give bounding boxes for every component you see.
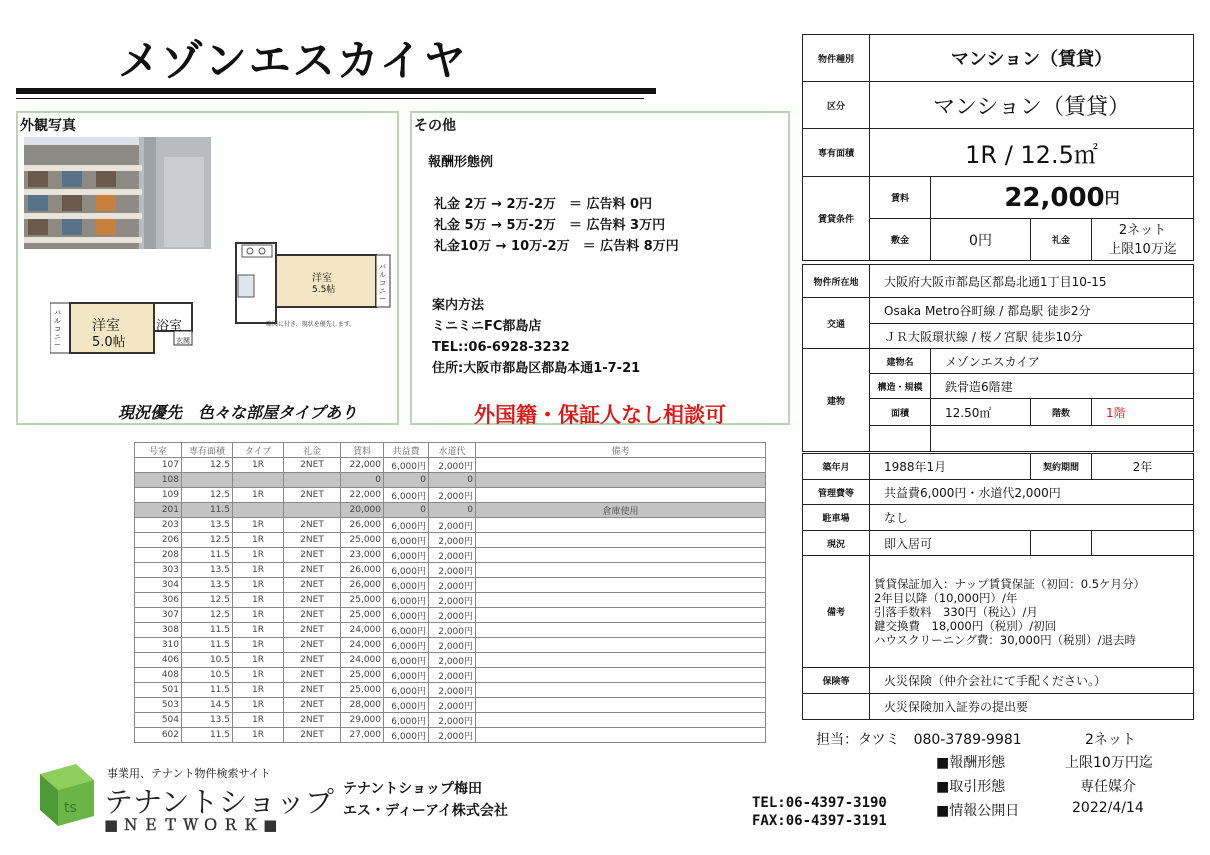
cell-note — [476, 623, 766, 638]
rent-value: 22,000 — [1004, 182, 1105, 213]
published-label: ■情報公開日 — [936, 803, 1020, 819]
col-area: 専有面積 — [182, 443, 233, 458]
floor-label: 階数 — [1030, 398, 1092, 426]
cell-common-fee: 0 — [384, 473, 429, 488]
status-value: 即入居可 — [869, 530, 1031, 556]
title-underline-thin — [16, 98, 644, 99]
address-label: 物件所在地 — [802, 264, 870, 298]
cell-room-no: 501 — [135, 683, 182, 698]
cell-key-money: 2NET — [284, 668, 341, 683]
insurance-empty — [802, 693, 870, 720]
svg-text:ts: ts — [64, 800, 77, 816]
room-table — [134, 442, 766, 743]
table-row — [135, 563, 766, 578]
cell-note — [476, 713, 766, 728]
rent-value-cell — [930, 176, 1194, 219]
built-value: 1988年1月 — [869, 453, 1031, 480]
cell-key-money: 2NET — [284, 623, 341, 638]
cell-water-fee: 2,000円 — [429, 668, 476, 683]
table-row — [135, 653, 766, 668]
cell-common-fee: 6,000円 — [384, 533, 429, 548]
insurance-line-1: 火災保険（仲介会社にて手配ください。） — [869, 667, 1194, 694]
cell-area: 12.5 — [182, 533, 233, 548]
cell-water-fee: 2,000円 — [429, 593, 476, 608]
cell-common-fee: 6,000円 — [384, 593, 429, 608]
cell-area: 13.5 — [182, 578, 233, 593]
published-value: 2022/4/14 — [1072, 800, 1144, 816]
cell-type — [233, 473, 284, 488]
cell-area: 11.5 — [182, 503, 233, 518]
table-row — [135, 698, 766, 713]
cell-area — [182, 473, 233, 488]
cell-common-fee: 6,000円 — [384, 623, 429, 638]
cell-note — [476, 608, 766, 623]
building-photo — [24, 137, 211, 249]
floor-plan-b — [50, 301, 210, 357]
cell-rent: 25,000 — [341, 533, 384, 548]
cell-note — [476, 638, 766, 653]
cell-water-fee: 2,000円 — [429, 698, 476, 713]
area-value: 1R / 12.5㎡ — [869, 128, 1194, 177]
cell-water-fee: 2,000円 — [429, 488, 476, 503]
footer-tel: TEL:06-4397-3190 — [752, 795, 887, 811]
cell-room-no: 206 — [135, 533, 182, 548]
cell-type: 1R — [233, 578, 284, 593]
cell-room-no: 503 — [135, 698, 182, 713]
cell-note — [476, 458, 766, 473]
cell-rent: 22,000 — [341, 488, 384, 503]
foreigner-notice: 外国籍・保証人なし相談可 — [474, 403, 726, 427]
remarks-line-2: 2年目以降（10,000円）/年 — [874, 590, 1018, 605]
table-row — [135, 713, 766, 728]
guide-line-1: ミニミニFC都島店 — [432, 319, 542, 334]
cell-common-fee: 6,000円 — [384, 683, 429, 698]
rent-unit: 円 — [1104, 189, 1120, 207]
guide-title: 案内方法 — [432, 298, 485, 313]
address-value: 大阪府大阪市都島区都島北通1丁目10-15 — [869, 264, 1194, 298]
col-type: タイプ — [233, 443, 284, 458]
area-label: 専有面積 — [802, 128, 870, 177]
reward-title: 報酬形態例 — [428, 155, 494, 170]
terms-label: 賃貸条件 — [802, 176, 870, 261]
plan-b-bath: 浴室 — [156, 319, 183, 334]
cell-common-fee: 6,000円 — [384, 548, 429, 563]
cell-note — [476, 728, 766, 743]
cell-water-fee: 2,000円 — [429, 563, 476, 578]
remarks-line-4: 鍵交換費 18,000円（税別）/初回 — [874, 618, 1057, 633]
plan-b-entry: 玄関 — [176, 337, 190, 345]
cell-note — [476, 593, 766, 608]
cell-note — [476, 488, 766, 503]
cell-rent: 22,000 — [341, 458, 384, 473]
parking-value: なし — [869, 504, 1194, 531]
cell-type: 1R — [233, 563, 284, 578]
cell-water-fee: 0 — [429, 473, 476, 488]
remarks-line-3: 引落手数料 330円（税込）/月 — [874, 604, 1038, 619]
management-value: 共益費6,000円・水道代2,000円 — [869, 479, 1194, 505]
cell-note — [476, 653, 766, 668]
cell-rent: 29,000 — [341, 713, 384, 728]
cell-common-fee: 6,000円 — [384, 563, 429, 578]
remarks-value — [869, 555, 1194, 668]
cell-key-money: 2NET — [284, 458, 341, 473]
cell-type: 1R — [233, 713, 284, 728]
cell-type: 1R — [233, 593, 284, 608]
cell-room-no: 306 — [135, 593, 182, 608]
building-empty-2 — [930, 425, 1194, 452]
cell-note — [476, 533, 766, 548]
deposit-value: 0円 — [930, 218, 1031, 261]
table-row — [135, 548, 766, 563]
cell-area: 14.5 — [182, 698, 233, 713]
cell-water-fee: 2,000円 — [429, 713, 476, 728]
cell-common-fee: 6,000円 — [384, 668, 429, 683]
cell-type: 1R — [233, 518, 284, 533]
table-row — [135, 683, 766, 698]
class-value: マンション（賃貸） — [869, 81, 1194, 129]
remarks-line-1: 賃貸保証加入：ナップ賃貸保証（初回：0.5ケ月分） — [874, 576, 1146, 591]
cell-rent: 25,000 — [341, 683, 384, 698]
building-empty-1 — [869, 425, 931, 452]
cell-area: 13.5 — [182, 713, 233, 728]
table-row — [135, 473, 766, 488]
traffic-label: 交通 — [802, 297, 870, 349]
building-name-label: 建物名 — [869, 348, 931, 374]
building-label: 建物 — [802, 348, 870, 452]
cell-room-no: 107 — [135, 458, 182, 473]
cell-area: 11.5 — [182, 638, 233, 653]
table-row — [135, 518, 766, 533]
cell-key-money: 2NET — [284, 713, 341, 728]
cell-water-fee: 2,000円 — [429, 518, 476, 533]
key-money-label: 礼金 — [1030, 218, 1092, 261]
structure-label: 構造・規模 — [869, 373, 931, 399]
cell-water-fee: 2,000円 — [429, 548, 476, 563]
status-empty-2 — [1091, 530, 1194, 556]
traffic-line-1: Osaka Metro谷町線 / 都島駅 徒歩2分 — [869, 297, 1194, 324]
cell-water-fee: 2,000円 — [429, 533, 476, 548]
logo-sub-text: ■ＮＥＴＷＯＲＫ■ — [104, 816, 283, 834]
commission-top: 2ネット — [1085, 732, 1136, 748]
cell-room-no: 308 — [135, 623, 182, 638]
cell-common-fee: 6,000円 — [384, 608, 429, 623]
guide-line-2: TEL::06-6928-3232 — [432, 340, 570, 355]
cell-common-fee: 6,000円 — [384, 518, 429, 533]
structure-value: 鉄骨造6階建 — [930, 373, 1194, 399]
remarks-line-5: ハウスクリーニング費：30,000円（税別）/退去時 — [874, 632, 1137, 647]
parking-label: 駐車場 — [802, 504, 870, 531]
cell-area: 12.5 — [182, 608, 233, 623]
cell-water-fee: 2,000円 — [429, 728, 476, 743]
transaction-label: ■取引形態 — [936, 779, 1006, 795]
table-row — [135, 488, 766, 503]
col-common: 共益費 — [384, 443, 429, 458]
cell-area: 13.5 — [182, 563, 233, 578]
cell-note: 倉庫使用 — [476, 503, 766, 518]
reward-line-3: 礼金10万 → 10万-2万 ＝ 広告料 8万円 — [434, 239, 679, 254]
cell-key-money: 2NET — [284, 518, 341, 533]
cell-rent: 25,000 — [341, 668, 384, 683]
cell-room-no: 310 — [135, 638, 182, 653]
cell-type: 1R — [233, 623, 284, 638]
cell-common-fee: 6,000円 — [384, 698, 429, 713]
cell-key-money: 2NET — [284, 563, 341, 578]
cell-common-fee: 0 — [384, 503, 429, 518]
cell-type: 1R — [233, 548, 284, 563]
col-key-money: 礼金 — [284, 443, 341, 458]
cell-key-money: 2NET — [284, 698, 341, 713]
management-label: 管理費等 — [802, 479, 870, 505]
cell-common-fee: 6,000円 — [384, 638, 429, 653]
cell-key-money — [284, 473, 341, 488]
table-row — [135, 623, 766, 638]
cell-key-money: 2NET — [284, 638, 341, 653]
cell-rent: 26,000 — [341, 563, 384, 578]
table-row — [135, 608, 766, 623]
logo-main-text: テナントショップ — [104, 785, 334, 819]
cell-type — [233, 503, 284, 518]
table-row — [135, 638, 766, 653]
cell-rent: 24,000 — [341, 638, 384, 653]
tenant-shop-logo-icon — [30, 760, 98, 828]
plan-a-balcony: バルコニー — [379, 263, 386, 303]
cell-water-fee: 0 — [429, 503, 476, 518]
cell-room-no: 109 — [135, 488, 182, 503]
key-money-value-cell — [1091, 218, 1194, 261]
kind-value: マンション（賃貸） — [869, 34, 1194, 82]
cell-note — [476, 698, 766, 713]
cell-area: 10.5 — [182, 668, 233, 683]
cell-room-no: 201 — [135, 503, 182, 518]
rent-label: 賃料 — [869, 176, 931, 219]
table-row — [135, 668, 766, 683]
cell-water-fee: 2,000円 — [429, 623, 476, 638]
table-row — [135, 503, 766, 518]
commission-label: ■報酬形態 — [936, 755, 1006, 771]
table-row — [135, 578, 766, 593]
contract-label: 契約期間 — [1030, 453, 1092, 480]
cell-common-fee: 6,000円 — [384, 488, 429, 503]
contract-value: 2年 — [1091, 453, 1194, 480]
photo-panel — [16, 111, 399, 425]
cell-area: 11.5 — [182, 623, 233, 638]
deposit-label: 敷金 — [869, 218, 931, 261]
building-area-value: 12.50㎡ — [930, 398, 1031, 426]
cell-key-money: 2NET — [284, 608, 341, 623]
table-row — [135, 458, 766, 473]
plan-a-room: 洋室 — [312, 273, 332, 284]
cell-water-fee: 2,000円 — [429, 638, 476, 653]
cell-common-fee: 6,000円 — [384, 653, 429, 668]
cell-note — [476, 473, 766, 488]
cell-key-money: 2NET — [284, 728, 341, 743]
cell-rent: 25,000 — [341, 593, 384, 608]
plan-a-size: 5.5帖 — [312, 285, 336, 295]
remarks-label: 備考 — [802, 555, 870, 668]
other-panel-heading: その他 — [414, 118, 456, 134]
cell-room-no: 307 — [135, 608, 182, 623]
status-label: 現況 — [802, 530, 870, 556]
cell-type: 1R — [233, 728, 284, 743]
cell-rent: 25,000 — [341, 608, 384, 623]
cell-water-fee: 2,000円 — [429, 608, 476, 623]
table-row — [135, 593, 766, 608]
room-table-header — [135, 443, 766, 458]
cell-area: 10.5 — [182, 653, 233, 668]
col-room-no: 号室 — [135, 443, 182, 458]
cell-rent: 0 — [341, 473, 384, 488]
cell-area: 12.5 — [182, 488, 233, 503]
building-area-label: 面積 — [869, 398, 931, 426]
cell-type: 1R — [233, 458, 284, 473]
cell-room-no: 406 — [135, 653, 182, 668]
cell-key-money: 2NET — [284, 653, 341, 668]
floor-value: 1階 — [1091, 398, 1194, 426]
cell-area: 11.5 — [182, 548, 233, 563]
property-title: メゾンエスカイヤ — [118, 36, 468, 85]
cell-room-no: 208 — [135, 548, 182, 563]
plan-a-note: 略図に付き、現状を優先します。 — [266, 321, 356, 328]
cell-rent: 24,000 — [341, 653, 384, 668]
cell-rent: 23,000 — [341, 548, 384, 563]
cell-key-money: 2NET — [284, 488, 341, 503]
cell-water-fee: 2,000円 — [429, 578, 476, 593]
cell-room-no: 504 — [135, 713, 182, 728]
cell-note — [476, 548, 766, 563]
plan-b-balcony: バルコニー — [54, 309, 61, 349]
cell-type: 1R — [233, 653, 284, 668]
cell-note — [476, 668, 766, 683]
cell-type: 1R — [233, 488, 284, 503]
col-rent: 賃料 — [341, 443, 384, 458]
cell-note — [476, 683, 766, 698]
cell-common-fee: 6,000円 — [384, 578, 429, 593]
cell-room-no: 108 — [135, 473, 182, 488]
photo-panel-heading: 外観写真 — [20, 118, 76, 134]
reward-line-1: 礼金 2万 → 2万-2万 ＝ 広告料 0円 — [434, 197, 653, 212]
cell-area: 11.5 — [182, 728, 233, 743]
cell-key-money: 2NET — [284, 683, 341, 698]
table-row — [135, 728, 766, 743]
insurance-label: 保険等 — [802, 667, 870, 694]
cell-type: 1R — [233, 683, 284, 698]
cell-type: 1R — [233, 608, 284, 623]
cell-key-money — [284, 503, 341, 518]
cell-note — [476, 578, 766, 593]
company-name-1: テナントショップ梅田 — [343, 781, 483, 797]
cell-room-no: 203 — [135, 518, 182, 533]
cell-rent: 26,000 — [341, 518, 384, 533]
building-illustration — [24, 137, 211, 249]
footer-site-caption: 事業用、テナント物件検索サイト — [107, 767, 271, 780]
cell-rent: 20,000 — [341, 503, 384, 518]
cell-room-no: 304 — [135, 578, 182, 593]
title-underline — [16, 88, 656, 94]
cell-key-money: 2NET — [284, 593, 341, 608]
cell-area: 12.5 — [182, 458, 233, 473]
cell-rent: 24,000 — [341, 623, 384, 638]
building-name-value: メゾンエスカイア — [930, 348, 1194, 374]
cell-type: 1R — [233, 638, 284, 653]
table-row — [135, 533, 766, 548]
cell-note — [476, 563, 766, 578]
footer-fax: FAX:06-4397-3191 — [752, 813, 887, 829]
key-money-value: 2ネット — [1118, 222, 1167, 238]
col-water: 水道代 — [429, 443, 476, 458]
cell-area: 11.5 — [182, 683, 233, 698]
key-money-limit: 上限10万迄 — [1108, 241, 1177, 257]
other-panel — [410, 111, 790, 425]
cell-common-fee: 6,000円 — [384, 458, 429, 473]
plan-b-room: 洋室 — [92, 318, 120, 334]
cell-rent: 27,000 — [341, 728, 384, 743]
cell-type: 1R — [233, 668, 284, 683]
cell-rent: 26,000 — [341, 578, 384, 593]
contact-person: 担当：タツミ 080-3789-9981 — [816, 732, 1022, 748]
cell-common-fee: 6,000円 — [384, 713, 429, 728]
company-name-2: エス・ディーアイ株式会社 — [343, 803, 508, 819]
traffic-line-2: ＪＲ大阪環状線 / 桜ノ宮駅 徒歩10分 — [869, 323, 1194, 349]
cell-area: 12.5 — [182, 593, 233, 608]
cell-type: 1R — [233, 698, 284, 713]
cell-water-fee: 2,000円 — [429, 683, 476, 698]
cell-room-no: 303 — [135, 563, 182, 578]
cell-area: 13.5 — [182, 518, 233, 533]
class-label: 区分 — [802, 81, 870, 129]
cell-note — [476, 518, 766, 533]
cell-water-fee: 2,000円 — [429, 653, 476, 668]
cell-water-fee: 2,000円 — [429, 458, 476, 473]
guide-line-3: 住所:大阪市都島区都島本通1-7-21 — [432, 361, 641, 376]
cell-room-no: 408 — [135, 668, 182, 683]
cell-key-money: 2NET — [284, 578, 341, 593]
photo-caption: 現況優先 色々な部屋タイプあり — [118, 403, 358, 422]
cell-rent: 28,000 — [341, 698, 384, 713]
insurance-line-2: 火災保険加入証券の提出要 — [869, 693, 1194, 720]
kind-label: 物件種別 — [802, 34, 870, 82]
col-note: 備考 — [476, 443, 766, 458]
cell-key-money: 2NET — [284, 533, 341, 548]
commission-value: 上限10万円迄 — [1065, 755, 1153, 771]
cell-key-money: 2NET — [284, 548, 341, 563]
reward-line-2: 礼金 5万 → 5万-2万 ＝ 広告料 3万円 — [434, 218, 666, 233]
cell-room-no: 602 — [135, 728, 182, 743]
status-empty-1 — [1030, 530, 1092, 556]
cell-common-fee: 6,000円 — [384, 728, 429, 743]
cell-type: 1R — [233, 533, 284, 548]
built-label: 築年月 — [802, 453, 870, 480]
plan-b-size: 5.0帖 — [92, 335, 126, 350]
transaction-value: 専任媒介 — [1080, 779, 1136, 795]
